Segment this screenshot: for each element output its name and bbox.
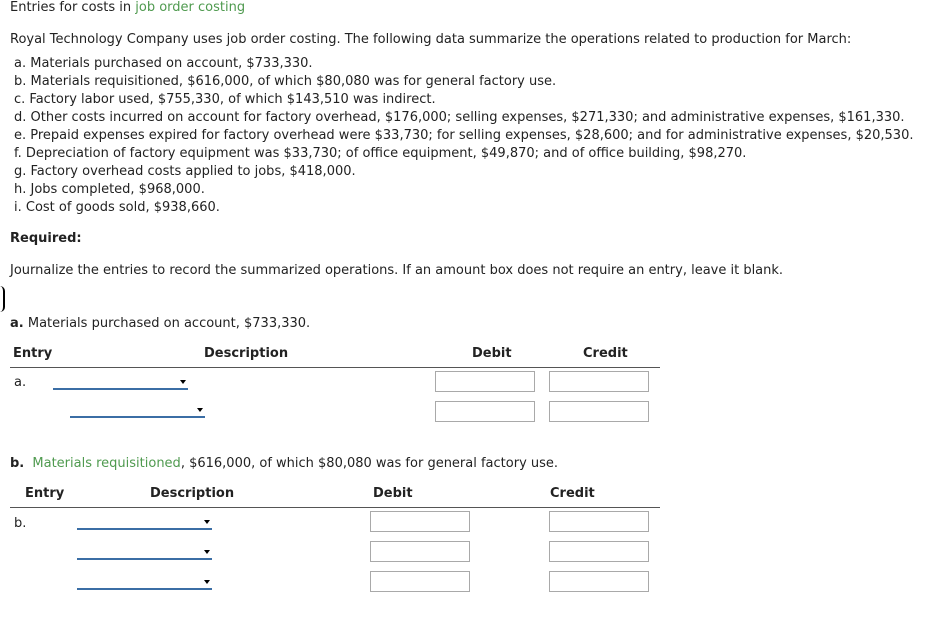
item-i: i. Cost of goods sold, $938,660. (14, 200, 220, 215)
part-b-row1-account-select[interactable] (77, 515, 212, 530)
part-b-header-divider (10, 507, 660, 508)
part-b-debit-header: Debit (373, 486, 413, 501)
part-a-row2-account-select[interactable] (70, 403, 205, 418)
item-b: b. Materials requisitioned, $616,000, of which $80,080 was for general factory use. (14, 74, 557, 89)
required-label: Required: (10, 231, 82, 246)
part-b-text: , $616,000, of which $80,080 was for general factory use. (180, 456, 559, 471)
part-b-entry-letter: b. (14, 516, 27, 531)
chevron-down-icon (204, 550, 210, 554)
part-b-row2-account-select[interactable] (77, 545, 212, 560)
part-b-row1-credit-input[interactable] (549, 511, 649, 532)
part-b-row2-credit-input[interactable] (549, 541, 649, 562)
item-a: a. Materials purchased on account, $733,330. (14, 56, 313, 71)
chevron-down-icon (204, 580, 210, 584)
part-a-letter: a. (10, 316, 24, 331)
part-a-entry-letter: a. (14, 375, 27, 390)
part-b-credit-header: Credit (550, 486, 595, 501)
item-e: e. Prepaid expenses expired for factory overhead were $33,730; for selling expenses, $28,600; and for administrative expenses, $20,530. (14, 128, 914, 143)
materials-requisitioned-link[interactable]: Materials requisitioned (32, 456, 181, 471)
part-a-credit-header: Credit (583, 346, 628, 361)
part-a-description-header: Description (204, 346, 289, 361)
part-a-header-divider (10, 367, 660, 368)
item-c: c. Factory labor used, $755,330, of which $143,510 was indirect. (14, 92, 436, 107)
part-a-row2-debit-input[interactable] (435, 401, 535, 422)
instructions: Journalize the entries to record the summarized operations. If an amount box does not require an entry, leave it blank. (10, 263, 784, 278)
part-b-row1-debit-input[interactable] (370, 511, 470, 532)
part-a-row1-credit-input[interactable] (549, 371, 649, 392)
side-marker (0, 286, 5, 312)
part-a-row1-debit-input[interactable] (435, 371, 535, 392)
part-b-letter: b. (10, 456, 25, 471)
item-g: g. Factory overhead costs applied to jobs, $418,000. (14, 164, 356, 179)
part-a-prompt (10, 316, 310, 331)
item-h: h. Jobs completed, $968,000. (14, 182, 205, 197)
title-prefix: Entries for costs in (10, 0, 136, 15)
problem-intro: Royal Technology Company uses job order costing. The following data summarize the operations related to production for March: (10, 32, 852, 47)
part-b-prompt (10, 456, 558, 471)
part-a-row1-account-select[interactable] (53, 375, 188, 390)
part-a-entry-header: Entry (13, 346, 53, 361)
part-a-row2-credit-input[interactable] (549, 401, 649, 422)
part-b-description-header: Description (150, 486, 235, 501)
chevron-down-icon (180, 380, 186, 384)
part-b-row3-debit-input[interactable] (370, 571, 470, 592)
part-b-entry-header: Entry (25, 486, 65, 501)
part-b-row3-account-select[interactable] (77, 575, 212, 590)
item-f: f. Depreciation of factory equipment was $33,730; of office equipment, $49,870; and of office building, $98,270. (14, 146, 747, 161)
problem-items (14, 55, 913, 217)
item-d: d. Other costs incurred on account for factory overhead, $176,000; selling expenses, $271,330; and administrative expenses, $161,330. (14, 110, 905, 125)
part-b-row2-debit-input[interactable] (370, 541, 470, 562)
chevron-down-icon (197, 408, 203, 412)
chevron-down-icon (204, 520, 210, 524)
part-a-debit-header: Debit (472, 346, 512, 361)
job-order-costing-link[interactable]: job order costing (135, 0, 246, 15)
page-title (10, 0, 245, 15)
part-b-row3-credit-input[interactable] (549, 571, 649, 592)
part-a-text: Materials purchased on account, $733,330. (27, 316, 311, 331)
